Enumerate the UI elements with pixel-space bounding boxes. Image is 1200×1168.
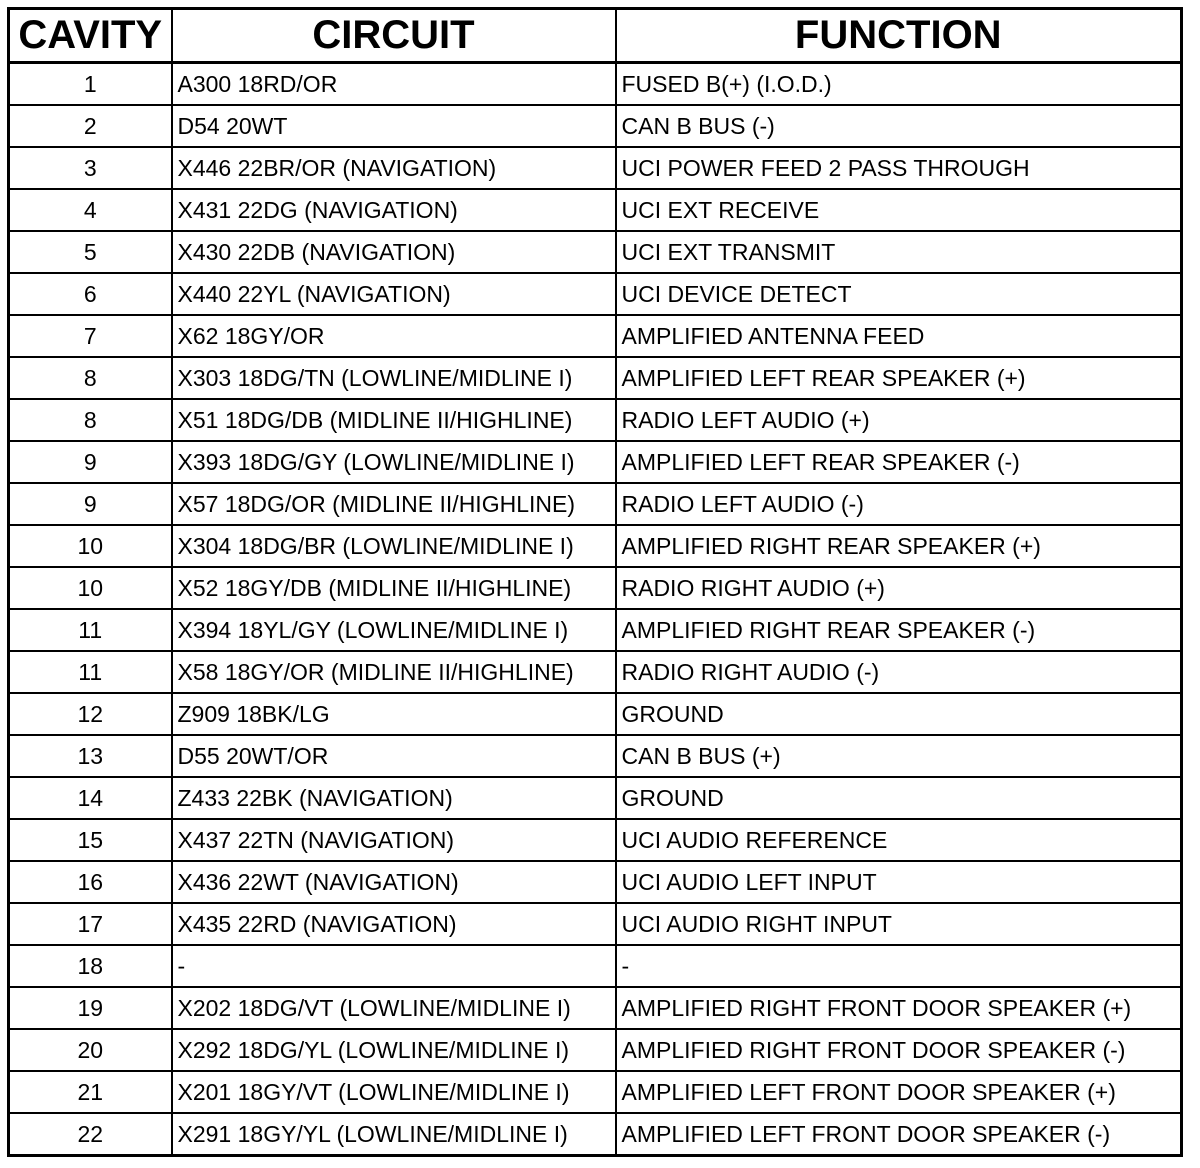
circuit-cell: X202 18DG/VT (LOWLINE/MIDLINE I): [172, 987, 616, 1029]
table-row: [9, 987, 1182, 1029]
table-row: [9, 63, 1182, 106]
table-row: [9, 273, 1182, 315]
circuit-cell: X51 18DG/DB (MIDLINE II/HIGHLINE): [172, 399, 616, 441]
function-cell: RADIO LEFT AUDIO (-): [616, 483, 1182, 525]
cavity-cell: 9: [9, 483, 172, 525]
circuit-cell: X292 18DG/YL (LOWLINE/MIDLINE I): [172, 1029, 616, 1071]
table-row: [9, 1029, 1182, 1071]
table-row: [9, 441, 1182, 483]
connector-pinout-table: [7, 7, 1183, 1157]
circuit-cell: X291 18GY/YL (LOWLINE/MIDLINE I): [172, 1113, 616, 1156]
cavity-cell: 10: [9, 525, 172, 567]
cavity-cell: 11: [9, 651, 172, 693]
cavity-cell: 13: [9, 735, 172, 777]
cavity-cell: 22: [9, 1113, 172, 1156]
table-row: [9, 861, 1182, 903]
table-row: [9, 189, 1182, 231]
table-row: [9, 399, 1182, 441]
function-cell: AMPLIFIED LEFT REAR SPEAKER (-): [616, 441, 1182, 483]
cavity-cell: 19: [9, 987, 172, 1029]
function-cell: GROUND: [616, 693, 1182, 735]
function-cell: UCI DEVICE DETECT: [616, 273, 1182, 315]
table-row: [9, 147, 1182, 189]
table-row: [9, 315, 1182, 357]
circuit-cell: X58 18GY/OR (MIDLINE II/HIGHLINE): [172, 651, 616, 693]
function-cell: UCI AUDIO REFERENCE: [616, 819, 1182, 861]
table-row: [9, 945, 1182, 987]
table-row: [9, 735, 1182, 777]
function-cell: AMPLIFIED RIGHT REAR SPEAKER (+): [616, 525, 1182, 567]
function-cell: AMPLIFIED RIGHT FRONT DOOR SPEAKER (+): [616, 987, 1182, 1029]
circuit-cell: X431 22DG (NAVIGATION): [172, 189, 616, 231]
circuit-cell: X436 22WT (NAVIGATION): [172, 861, 616, 903]
cavity-cell: 1: [9, 63, 172, 106]
table-row: [9, 777, 1182, 819]
function-cell: UCI POWER FEED 2 PASS THROUGH: [616, 147, 1182, 189]
function-cell: AMPLIFIED LEFT REAR SPEAKER (+): [616, 357, 1182, 399]
circuit-cell: X52 18GY/DB (MIDLINE II/HIGHLINE): [172, 567, 616, 609]
circuit-cell: Z909 18BK/LG: [172, 693, 616, 735]
cavity-cell: 3: [9, 147, 172, 189]
table-row: [9, 567, 1182, 609]
function-cell: UCI AUDIO LEFT INPUT: [616, 861, 1182, 903]
function-cell: AMPLIFIED LEFT FRONT DOOR SPEAKER (-): [616, 1113, 1182, 1156]
cavity-cell: 8: [9, 399, 172, 441]
table-body: [9, 63, 1182, 1156]
circuit-cell: X440 22YL (NAVIGATION): [172, 273, 616, 315]
header-row: [9, 9, 1182, 63]
function-cell: AMPLIFIED LEFT FRONT DOOR SPEAKER (+): [616, 1071, 1182, 1113]
function-cell: UCI EXT RECEIVE: [616, 189, 1182, 231]
function-cell: GROUND: [616, 777, 1182, 819]
circuit-cell: D54 20WT: [172, 105, 616, 147]
function-cell: AMPLIFIED RIGHT FRONT DOOR SPEAKER (-): [616, 1029, 1182, 1071]
table-row: [9, 651, 1182, 693]
header-function: FUNCTION: [616, 9, 1182, 63]
table-row: [9, 1071, 1182, 1113]
function-cell: CAN B BUS (-): [616, 105, 1182, 147]
table-row: [9, 1113, 1182, 1156]
circuit-cell: X393 18DG/GY (LOWLINE/MIDLINE I): [172, 441, 616, 483]
cavity-cell: 21: [9, 1071, 172, 1113]
header-cavity: CAVITY: [9, 9, 172, 63]
table-row: [9, 525, 1182, 567]
table-row: [9, 105, 1182, 147]
cavity-cell: 10: [9, 567, 172, 609]
circuit-cell: Z433 22BK (NAVIGATION): [172, 777, 616, 819]
cavity-cell: 8: [9, 357, 172, 399]
cavity-cell: 15: [9, 819, 172, 861]
function-cell: FUSED B(+) (I.O.D.): [616, 63, 1182, 106]
function-cell: -: [616, 945, 1182, 987]
circuit-cell: X62 18GY/OR: [172, 315, 616, 357]
circuit-cell: X430 22DB (NAVIGATION): [172, 231, 616, 273]
function-cell: AMPLIFIED ANTENNA FEED: [616, 315, 1182, 357]
table-row: [9, 357, 1182, 399]
cavity-cell: 2: [9, 105, 172, 147]
function-cell: UCI AUDIO RIGHT INPUT: [616, 903, 1182, 945]
cavity-cell: 9: [9, 441, 172, 483]
cavity-cell: 16: [9, 861, 172, 903]
circuit-cell: X201 18GY/VT (LOWLINE/MIDLINE I): [172, 1071, 616, 1113]
function-cell: AMPLIFIED RIGHT REAR SPEAKER (-): [616, 609, 1182, 651]
table-row: [9, 609, 1182, 651]
cavity-cell: 11: [9, 609, 172, 651]
circuit-cell: X304 18DG/BR (LOWLINE/MIDLINE I): [172, 525, 616, 567]
cavity-cell: 12: [9, 693, 172, 735]
table-row: [9, 693, 1182, 735]
circuit-cell: X394 18YL/GY (LOWLINE/MIDLINE I): [172, 609, 616, 651]
circuit-cell: A300 18RD/OR: [172, 63, 616, 106]
cavity-cell: 4: [9, 189, 172, 231]
function-cell: UCI EXT TRANSMIT: [616, 231, 1182, 273]
table-row: [9, 903, 1182, 945]
circuit-cell: X435 22RD (NAVIGATION): [172, 903, 616, 945]
circuit-cell: X57 18DG/OR (MIDLINE II/HIGHLINE): [172, 483, 616, 525]
table-row: [9, 483, 1182, 525]
cavity-cell: 7: [9, 315, 172, 357]
cavity-cell: 18: [9, 945, 172, 987]
circuit-cell: X446 22BR/OR (NAVIGATION): [172, 147, 616, 189]
function-cell: RADIO LEFT AUDIO (+): [616, 399, 1182, 441]
circuit-cell: -: [172, 945, 616, 987]
cavity-cell: 14: [9, 777, 172, 819]
cavity-cell: 6: [9, 273, 172, 315]
cavity-cell: 20: [9, 1029, 172, 1071]
cavity-cell: 5: [9, 231, 172, 273]
table-row: [9, 819, 1182, 861]
header-circuit: CIRCUIT: [172, 9, 616, 63]
circuit-cell: X437 22TN (NAVIGATION): [172, 819, 616, 861]
table-row: [9, 231, 1182, 273]
function-cell: RADIO RIGHT AUDIO (-): [616, 651, 1182, 693]
circuit-cell: D55 20WT/OR: [172, 735, 616, 777]
circuit-cell: X303 18DG/TN (LOWLINE/MIDLINE I): [172, 357, 616, 399]
function-cell: RADIO RIGHT AUDIO (+): [616, 567, 1182, 609]
function-cell: CAN B BUS (+): [616, 735, 1182, 777]
cavity-cell: 17: [9, 903, 172, 945]
